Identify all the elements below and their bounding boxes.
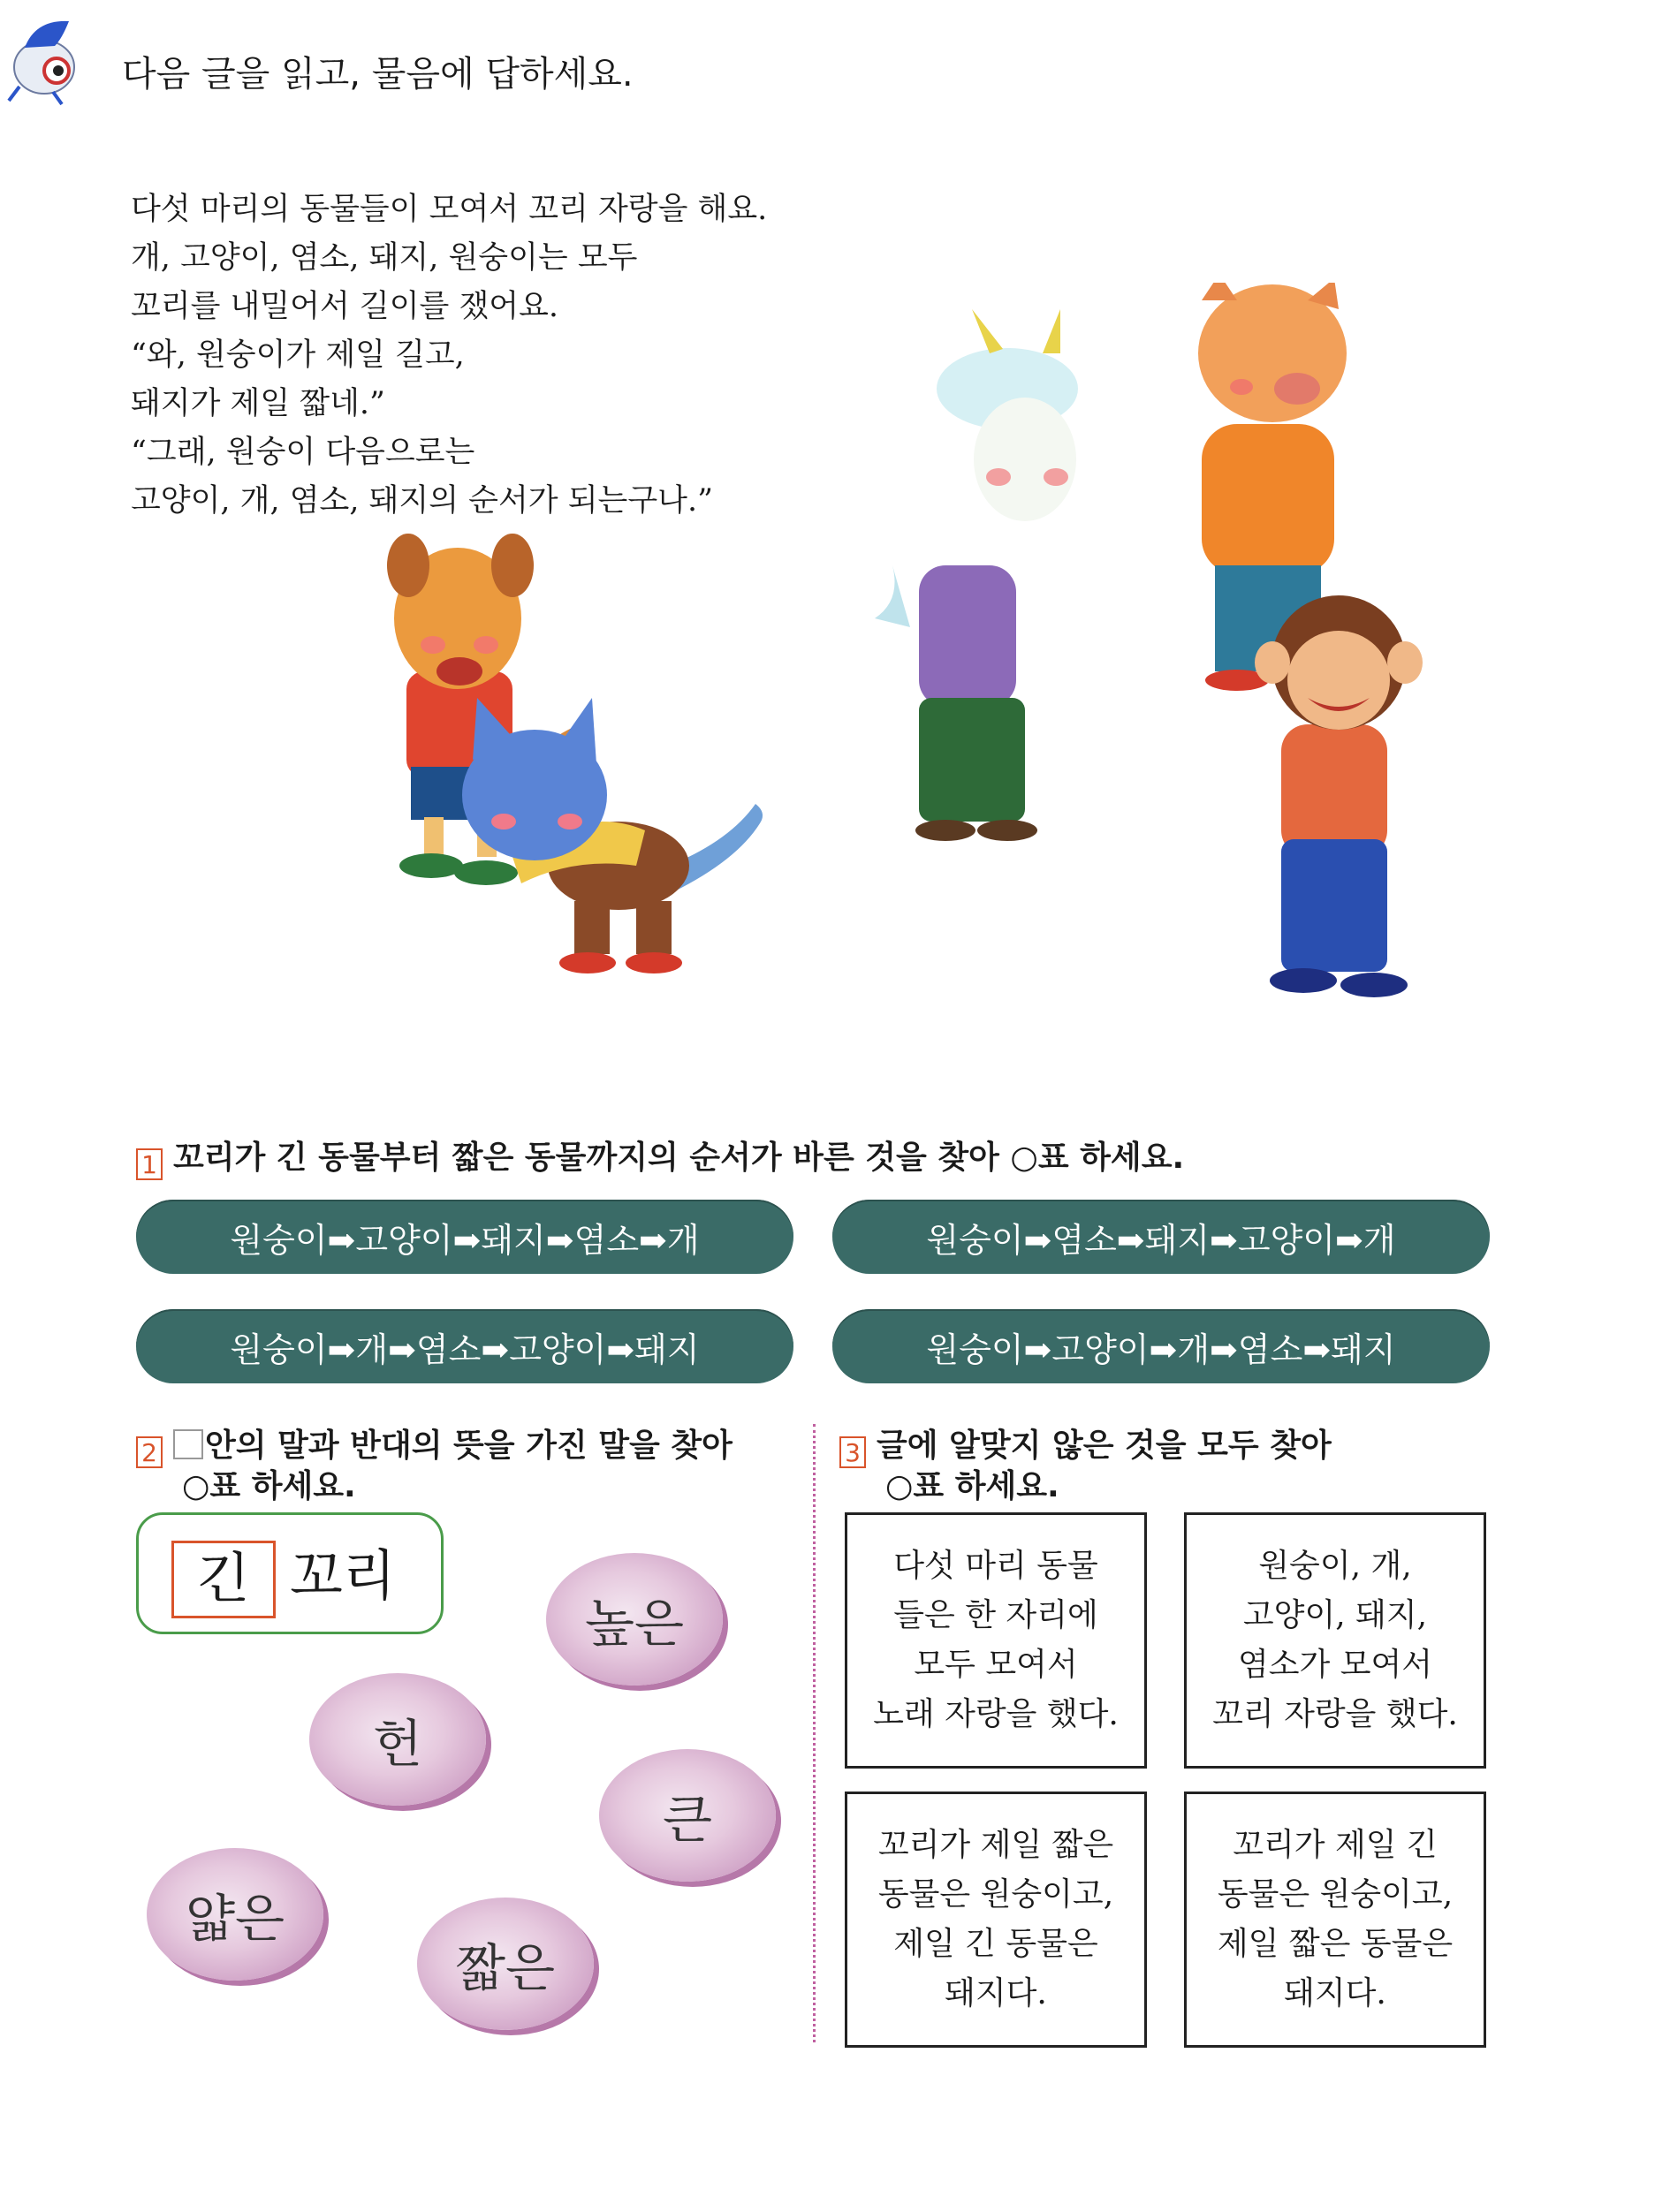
passage-line: 꼬리를 내밀어서 길이를 쟀어요. [131,289,559,324]
statement-box-2[interactable] [1184,1512,1486,1769]
statement-line: 돼지다. [945,1975,1047,2011]
passage-line: 고양이, 개, 염소, 돼지의 순서가 되는구나.” [131,483,713,519]
question-number: 2 [136,1436,163,1468]
statement-line: 원숭이, 개, [1258,1548,1412,1584]
order-option-2[interactable]: 원숭이➡염소➡돼지➡고양이➡개 [832,1200,1490,1274]
passage-line: 개, 고양이, 염소, 돼지, 원숭이는 모두 [131,240,638,276]
antonym-choice[interactable]: 높은 [546,1553,723,1686]
statement-line: 다섯 마리 동물 [893,1548,1098,1584]
monkey-illustration [1255,595,1423,997]
antonym-choice[interactable]: 짧은 [417,1898,594,2030]
target-word: 긴 [171,1541,276,1618]
antonym-choice[interactable]: 얇은 [147,1848,323,1981]
passage-line: 다섯 마리의 동물들이 모여서 꼬리 자랑을 해요. [131,192,768,227]
question-number: 3 [839,1436,866,1468]
statement-line: 노래 자랑을 했다. [873,1696,1119,1732]
statement-line: 꼬리가 제일 짧은 [877,1827,1114,1863]
question-1-heading [136,1133,1184,1180]
statement-box-4[interactable] [1184,1792,1486,2048]
goat-illustration [875,309,1078,841]
question-text: 꼬리가 긴 동물부터 짧은 동물까지의 순서가 바른 것을 찾아 ○표 하세요. [173,1140,1185,1176]
animals-illustration [353,283,1467,1034]
statement-box-1[interactable] [845,1512,1147,1769]
statement-box-3[interactable] [845,1792,1147,2048]
statement-line: 꼬리가 제일 긴 [1233,1827,1438,1863]
page-instruction: 다음 글을 읽고, 물음에 답하세요. [122,54,634,95]
target-noun: 꼬리 [290,1543,396,1608]
order-option-4[interactable]: 원숭이➡고양이➡개➡염소➡돼지 [832,1309,1490,1383]
statement-line: 들은 한 자리에 [893,1597,1098,1633]
statement-line: 고양이, 돼지, [1242,1597,1428,1633]
passage-line: 돼지가 제일 짧네.” [131,386,385,421]
passage-line: “와, 원숭이가 제일 길고, [131,337,465,373]
statement-line: 동물은 원숭이고, [877,1876,1114,1913]
question-text: 글에 알맞지 않은 것을 모두 찾아 [877,1428,1332,1464]
column-divider [813,1424,816,2042]
question-number: 1 [136,1148,163,1180]
question-text: 안의 말과 반대의 뜻을 가진 말을 찾아 [205,1428,733,1464]
statement-line: 꼬리 자랑을 했다. [1212,1696,1458,1732]
antonym-choice[interactable]: 큰 [599,1749,776,1882]
statement-line: 염소가 모여서 [1237,1647,1433,1683]
passage-line: “그래, 원숭이 다음으로는 [131,435,475,470]
statement-line: 돼지다. [1284,1975,1386,2011]
question-text-line2: ○표 하세요. [182,1468,356,1504]
blank-box-icon [173,1429,203,1459]
statement-line: 제일 짧은 동물은 [1217,1926,1454,1962]
cat-illustration [462,698,763,973]
mascot-icon [0,12,97,110]
question-text-line2: ○표 하세요. [885,1468,1059,1504]
statement-line: 제일 긴 동물은 [893,1926,1098,1962]
order-option-1[interactable]: 원숭이➡고양이➡돼지➡염소➡개 [136,1200,793,1274]
statement-line: 동물은 원숭이고, [1217,1876,1454,1913]
statement-line: 모두 모여서 [914,1647,1078,1683]
order-option-3[interactable]: 원숭이➡개➡염소➡고양이➡돼지 [136,1309,793,1383]
antonym-choice[interactable]: 헌 [309,1673,486,1806]
